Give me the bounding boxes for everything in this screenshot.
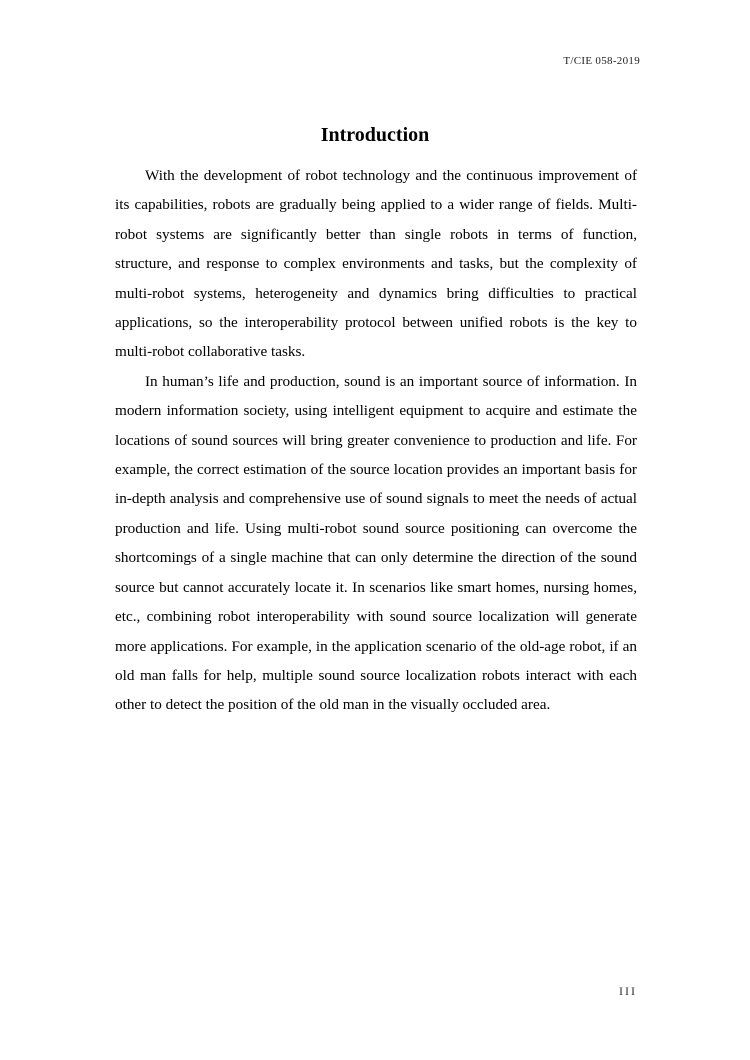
document-code-header: T/CIE 058-2019: [563, 55, 640, 67]
paragraph-1: With the development of robot technology and the continuous improvement of its capabilities, robots are gradually being applied to a wider range of fields. Multi-robot systems are significantly better than single robots in terms of function, structure, and response to complex environments and tasks, but the complexity of multi-robot systems, heterogeneity and dynamics bring difficulties to practical applications, so the interoperability protocol between unified robots is the key to multi-robot collaborative tasks.: [115, 167, 637, 361]
page-number: III: [619, 984, 637, 998]
introduction-body: [115, 161, 637, 720]
page-title: Introduction: [320, 124, 430, 146]
paragraph-2: In human’s life and production, sound is an important source of information. In modern information society, using intelligent equipment to acquire and estimate the locations of sound sources will bring greater convenience to production and life. For example, the correct estimation of the source location provides an important basis for in-depth analysis and comprehensive use of sound signals to meet the needs of actual production and life. Using multi-robot sound source positioning can overcome the shortcomings of a single machine that can only determine the direction of the sound source but cannot accurately locate it. In scenarios like smart homes, nursing homes, etc., combining robot interoperability with sound source localization will generate more applications. For example, in the application scenario of the old-age robot, if an old man falls for help, multiple sound source localization robots interact with each other to detect the position of the old man in the visually occluded area.: [115, 372, 637, 714]
